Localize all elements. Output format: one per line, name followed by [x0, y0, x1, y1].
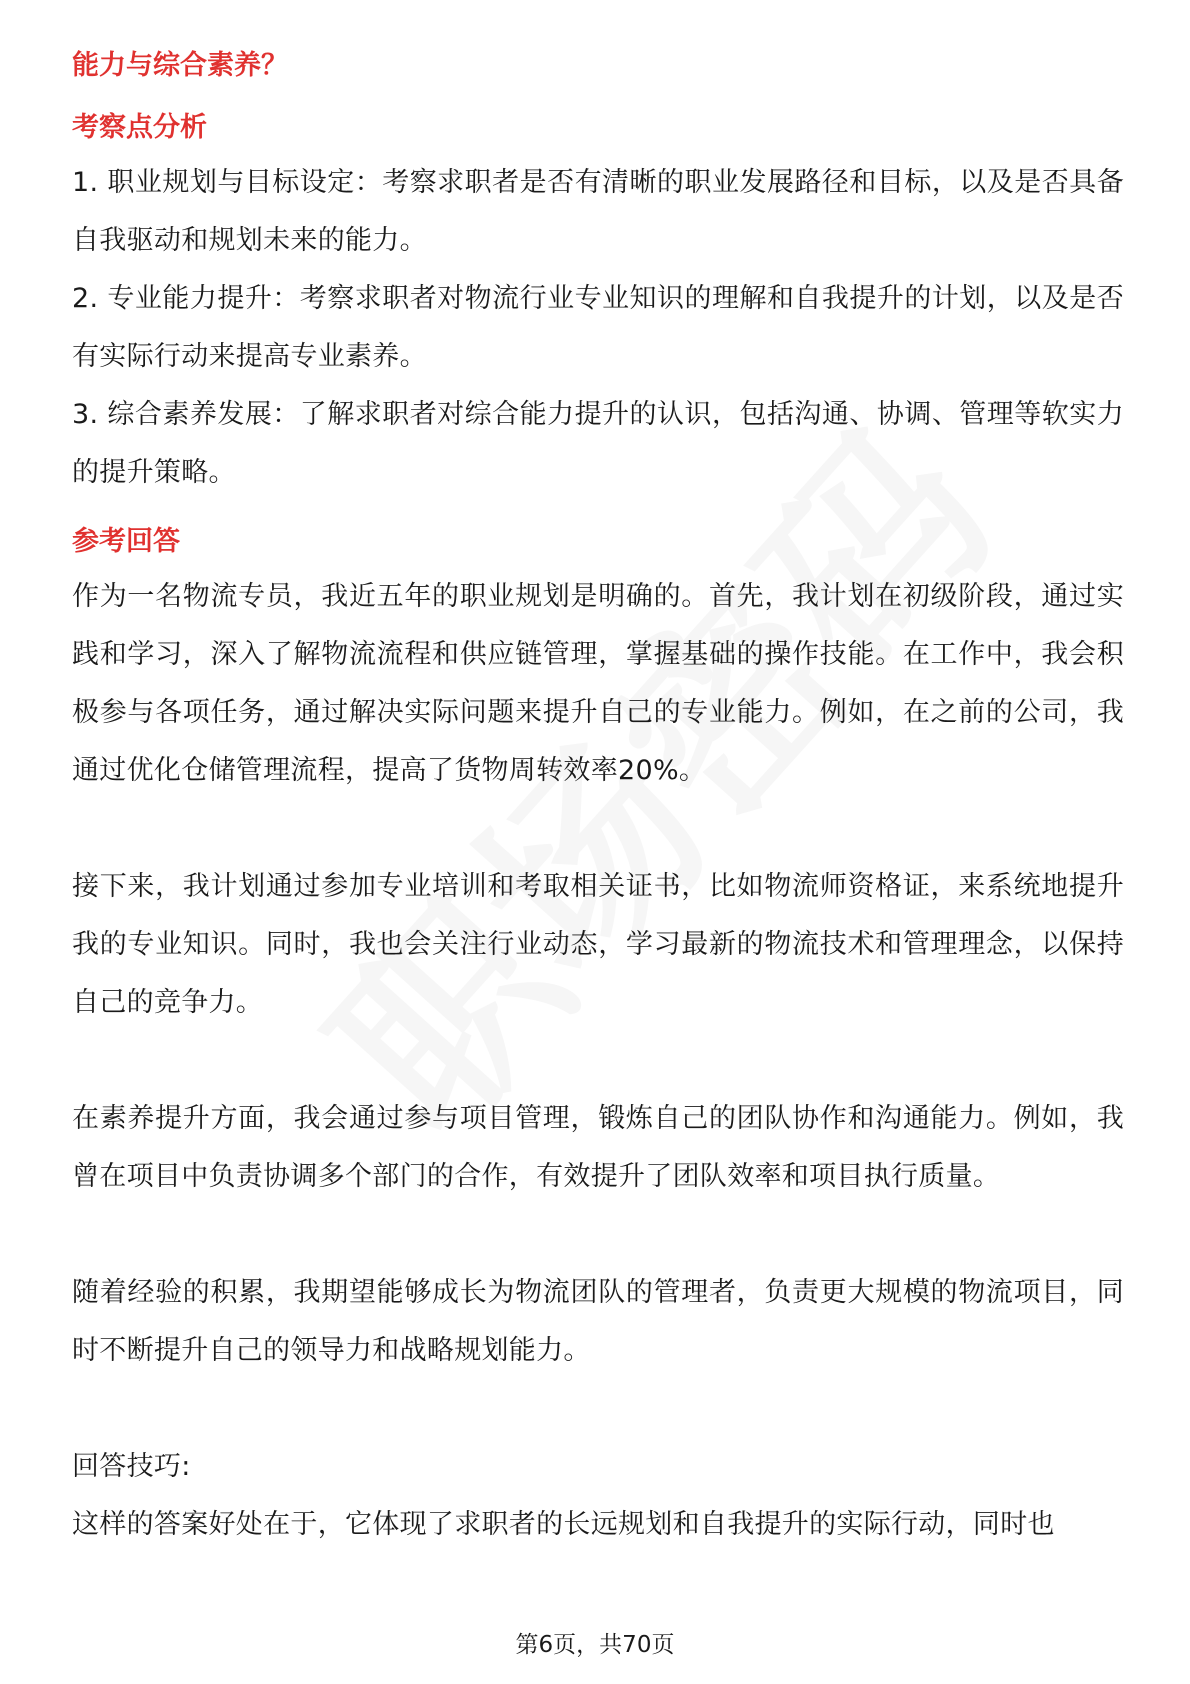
answer-paragraph-4: 随着经验的积累，我期望能够成长为物流团队的管理者，负责更大规模的物流项目，同时不断提升自己的领导力和战略规划能力。 [72, 1277, 1124, 1366]
tips-text: 这样的答案好处在于，它体现了求职者的长远规划和自我提升的实际行动，同时也 [72, 1509, 1055, 1540]
document-page [72, 40, 1124, 1554]
answer-heading: 参考回答 [72, 526, 180, 557]
paragraph-gap [72, 1206, 1124, 1264]
analysis-item-3: 3. 综合素养发展：了解求职者对综合能力提升的认识，包括沟通、协调、管理等软实力的提升策略。 [72, 399, 1124, 488]
question-tail: 能力与综合素养？ [72, 50, 288, 81]
analysis-heading: 考察点分析 [72, 112, 207, 143]
answer-paragraph-3: 在素养提升方面，我会通过参与项目管理，锻炼自己的团队协作和沟通能力。例如，我曾在项目中负责协调多个部门的合作，有效提升了团队效率和项目执行质量。 [72, 1103, 1124, 1192]
paragraph-gap [72, 1380, 1124, 1438]
page-number: 第6页，共70页 [515, 1632, 675, 1658]
answer-paragraph-1: 作为一名物流专员，我近五年的职业规划是明确的。首先，我计划在初级阶段，通过实践和学习，深入了解物流流程和供应链管理，掌握基础的操作技能。在工作中，我会积极参与各项任务，通过解决实际问题来提升自己的专业能力。例如，在之前的公司，我通过优化仓储管理流程，提高了货物周转效率20%。 [72, 581, 1124, 786]
paragraph-gap [72, 1032, 1124, 1090]
paragraph-gap [72, 800, 1124, 858]
analysis-item-2: 2. 专业能力提升：考察求职者对物流行业专业知识的理解和自我提升的计划，以及是否有实际行动来提高专业素养。 [72, 283, 1124, 372]
tips-heading: 回答技巧: [72, 1451, 191, 1482]
analysis-item-1: 1. 职业规划与目标设定：考察求职者是否有清晰的职业发展路径和目标，以及是否具备自我驱动和规划未来的能力。 [72, 167, 1124, 256]
answer-paragraph-2: 接下来，我计划通过参加专业培训和考取相关证书，比如物流师资格证，来系统地提升我的专业知识。同时，我也会关注行业动态，学习最新的物流技术和管理理念，以保持自己的竞争力。 [72, 871, 1124, 1018]
